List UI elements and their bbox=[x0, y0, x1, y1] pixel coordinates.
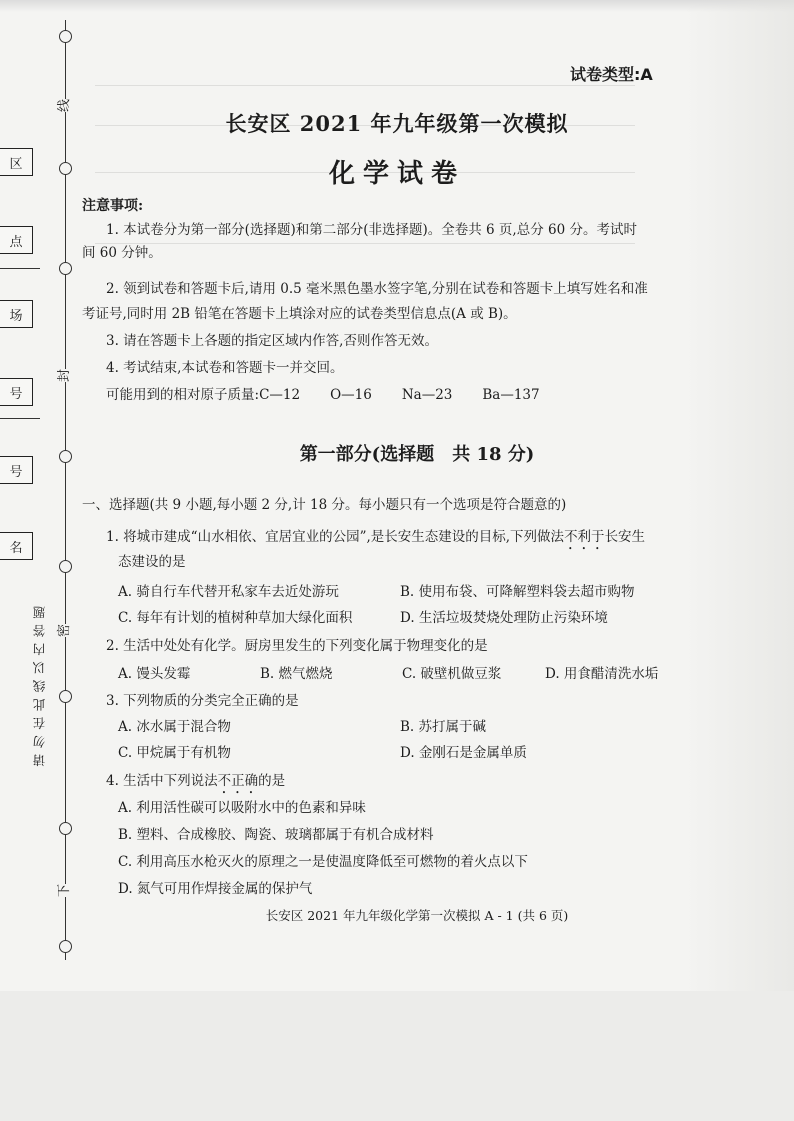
notice-item-2: 2. 领到试卷和答题卡后,请用 0.5 毫米黑色墨水签字笔,分别在试卷和答题卡上填写姓名和准 bbox=[106, 281, 648, 297]
binding-field-box: 场 bbox=[0, 300, 33, 328]
binding-field-box: 号 bbox=[0, 456, 33, 484]
bleed-through-line bbox=[95, 85, 635, 86]
binding-char: 密 bbox=[52, 624, 73, 637]
option: A. 冰水属于混合物 bbox=[118, 719, 231, 735]
option: B. 塑料、合成橡胶、陶瓷、玻璃都属于有机合成材料 bbox=[118, 827, 434, 843]
option: D. 金刚石是金属单质 bbox=[400, 745, 527, 761]
binding-field-box: 区 bbox=[0, 148, 33, 176]
question-stem: 2. 生活中处处有化学。厨房里发生的下列变化属于物理变化的是 bbox=[106, 638, 488, 654]
question-stem: 3. 下列物质的分类完全正确的是 bbox=[106, 693, 299, 709]
question-stem-text: 的是 bbox=[258, 773, 286, 789]
question-stem-cont: 态建设的是 bbox=[118, 554, 186, 570]
option: D. 用食醋清洗水垢 bbox=[545, 666, 659, 682]
notice-item-3: 3. 请在答题卡上各题的指定区域内作答,否则作答无效。 bbox=[106, 333, 438, 349]
binding-circle bbox=[59, 940, 72, 953]
option: A. 利用活性碳可以吸附水中的色素和异味 bbox=[118, 800, 366, 816]
question-stem bbox=[106, 769, 285, 797]
question-stem-text: 4. 生活中下列说法 bbox=[106, 773, 218, 789]
notice-item-4: 4. 考试结束,本试卷和答题卡一并交回。 bbox=[106, 360, 344, 376]
question-stem-text: 长安生 bbox=[604, 529, 646, 545]
bleed-through-line bbox=[95, 243, 635, 244]
binding-field-box: 点 bbox=[0, 226, 33, 254]
binding-divider bbox=[0, 418, 40, 419]
option: C. 利用高压水枪灭火的原理之一是使温度降低至可燃物的着火点以下 bbox=[118, 854, 528, 870]
option: A. 馒头发霉 bbox=[118, 666, 191, 682]
binding-char: 线 bbox=[52, 99, 73, 112]
page-bottom-margin bbox=[0, 991, 794, 1121]
atomic-mass: Na—23 bbox=[401, 387, 453, 403]
binding-circle bbox=[59, 30, 72, 43]
option: C. 每年有计划的植树种草加大绿化面积 bbox=[118, 610, 353, 626]
atomic-mass: Ba—137 bbox=[482, 387, 540, 403]
notice-heading: 注意事项: bbox=[82, 198, 144, 214]
question-stem-text: 1. 将城市建成“山水相依、宜居宜业的公园”,是长安生态建设的目标,下列做法 bbox=[106, 529, 565, 545]
part-instruction: 一、选择题(共 9 小题,每小题 2 分,计 18 分。每小题只有一个选项是符合题意的) bbox=[82, 497, 567, 513]
question-stem bbox=[106, 525, 645, 553]
binding-char: 下 bbox=[52, 884, 73, 897]
section-title: 第一部分(选择题 共 18 分) bbox=[299, 444, 535, 465]
option: C. 甲烷属于有机物 bbox=[118, 745, 231, 761]
question-emphasis: 不正确 bbox=[217, 773, 259, 789]
binding-circle bbox=[59, 822, 72, 835]
option: A. 骑自行车代替开私家车去近处游玩 bbox=[118, 584, 339, 600]
binding-circle bbox=[59, 690, 72, 703]
option: B. 使用布袋、可降解塑料袋去超市购物 bbox=[400, 584, 635, 600]
option: D. 氮气可用作焊接金属的保护气 bbox=[118, 881, 313, 897]
binding-divider bbox=[0, 268, 40, 269]
binding-field-box: 号 bbox=[0, 378, 33, 406]
option: C. 破壁机做豆浆 bbox=[402, 666, 502, 682]
page-top-edge bbox=[0, 0, 794, 12]
binding-circle bbox=[59, 560, 72, 573]
option: B. 苏打属于碱 bbox=[400, 719, 487, 735]
atomic-mass: O—16 bbox=[330, 387, 372, 403]
option: D. 生活垃圾焚烧处理防止污染环境 bbox=[400, 610, 608, 626]
question-emphasis: 不利于 bbox=[564, 529, 605, 545]
notice-item-1: 1. 本试卷分为第一部分(选择题)和第二部分(非选择题)。全卷共 6 页,总分 60 分。考试时 bbox=[106, 222, 637, 238]
binding-char: 封 bbox=[52, 369, 73, 382]
option: B. 燃气燃烧 bbox=[260, 666, 333, 682]
paper-type: 试卷类型:A bbox=[570, 65, 653, 84]
page-subtitle: 化学试卷 bbox=[328, 159, 465, 189]
page-title: 长安区 2021 年九年级第一次模拟 bbox=[225, 111, 569, 136]
notice-item-2-cont: 考证号,同时用 2B 铅笔在答题卡上填涂对应的试卷类型信息点(A 或 B)。 bbox=[82, 306, 517, 322]
atomic-mass-label: 可能用到的相对原子质量: bbox=[106, 387, 260, 403]
notice-item-1-cont: 间 60 分钟。 bbox=[82, 245, 162, 261]
binding-warning-text: 请 勿 在 此 线 以 内 答 题 bbox=[32, 605, 47, 767]
atomic-mass-line bbox=[106, 385, 540, 405]
binding-circle bbox=[59, 262, 72, 275]
page-footer: 长安区 2021 年九年级化学第一次模拟 A - 1 (共 6 页) bbox=[265, 908, 569, 923]
atomic-mass: C—12 bbox=[259, 387, 301, 403]
binding-field-box: 名 bbox=[0, 532, 33, 560]
